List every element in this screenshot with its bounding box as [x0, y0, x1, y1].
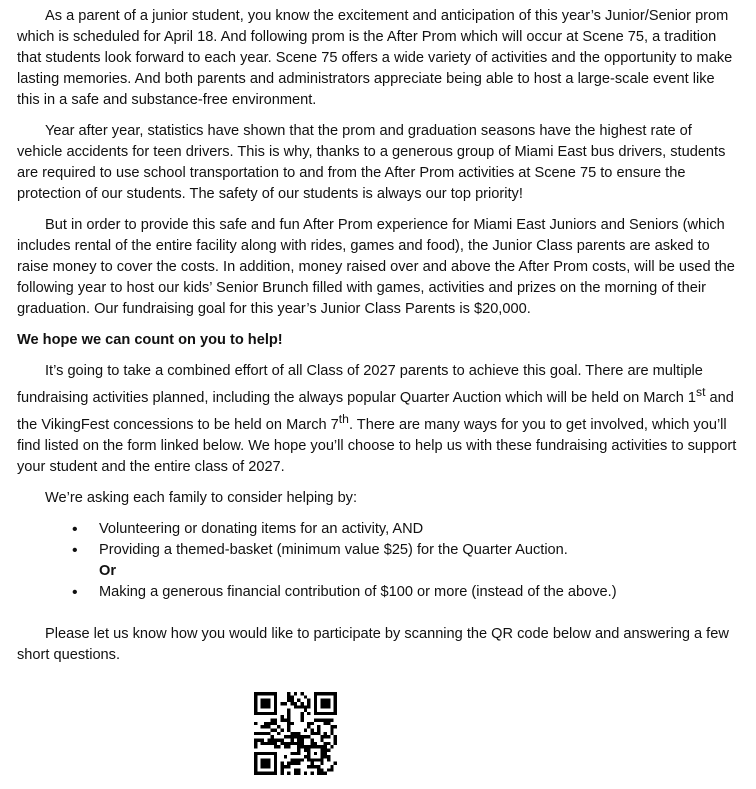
- activities-text-c: . There are many ways for you to get involved, which you’ll find listed on the form linked below. We hope you’ll choose to help us with these fundraising activities to support your student and the entire class of 2027.: [17, 416, 737, 475]
- activities-text-b: and the VikingFest concessions to be held on March 7: [17, 389, 734, 433]
- fundraising-paragraph: But in order to provide this safe and fun After Prom experience for Miami East Juniors and Seniors (which includes rental of the entire facility along with rides, games and food), the Junior Class parents are asked to raise money to cover the costs. In addition, money raised over and above the After Prom costs, will be used the following year to host our kids’ Senior Brunch filled with games, activities and prizes on the morning of their graduation. Our fundraising goal for this year’s Junior Class Parents is $20,000.: [17, 217, 735, 317]
- activities-paragraph: [17, 361, 739, 478]
- list-item: • Making a generous financial contribution of $100 or more (instead of the above.): [17, 582, 739, 603]
- asking-paragraph: We’re asking each family to consider helping by:: [45, 489, 358, 506]
- qr-code-icon[interactable]: [254, 692, 337, 775]
- intro-paragraph: As a parent of a junior student, you know the excitement and anticipation of this year’s Junior/Senior prom which is scheduled for April 18. And following prom is the After Prom which will occur at Scene 75, a tradition that students look forward to each year. Scene 75 offers a wide variety of activities and the opportunity to make lasting memories. And both parents and administrators appreciate being able to host a large-scale event like this in a safe and substance-free environment.: [17, 8, 733, 108]
- or-label: Or: [99, 562, 117, 579]
- qr-code-graphic: [254, 692, 337, 775]
- letter-body: [17, 6, 739, 666]
- help-options-list: [17, 519, 739, 603]
- help-heading: We hope we can count on you to help!: [17, 332, 283, 348]
- ordinal-th: th: [338, 411, 349, 426]
- activities-text-a: It’s going to take a combined effort of all Class of 2027 parents to achieve this goal. There are multiple fundraising activities planned, including the always popular Quarter Auction which will be held on March 1: [17, 363, 703, 406]
- safety-paragraph: Year after year, statistics have shown that the prom and graduation seasons have the highest rate of vehicle accidents for teen drivers. This is why, thanks to a generous group of Miami East bus drivers, students are required to use school transportation to and from the After Prom activities at Scene 75 to ensure the protection of our students. The safety of our students is always our top priority!: [17, 123, 726, 202]
- list-item: • Providing a themed-basket (minimum value $25) for the Quarter Auction.: [17, 540, 739, 561]
- list-item: • Volunteering or donating items for an activity, AND: [17, 519, 739, 540]
- participate-paragraph: Please let us know how you would like to participate by scanning the QR code below and answering a few short questions.: [17, 625, 729, 663]
- ordinal-st: st: [696, 385, 706, 399]
